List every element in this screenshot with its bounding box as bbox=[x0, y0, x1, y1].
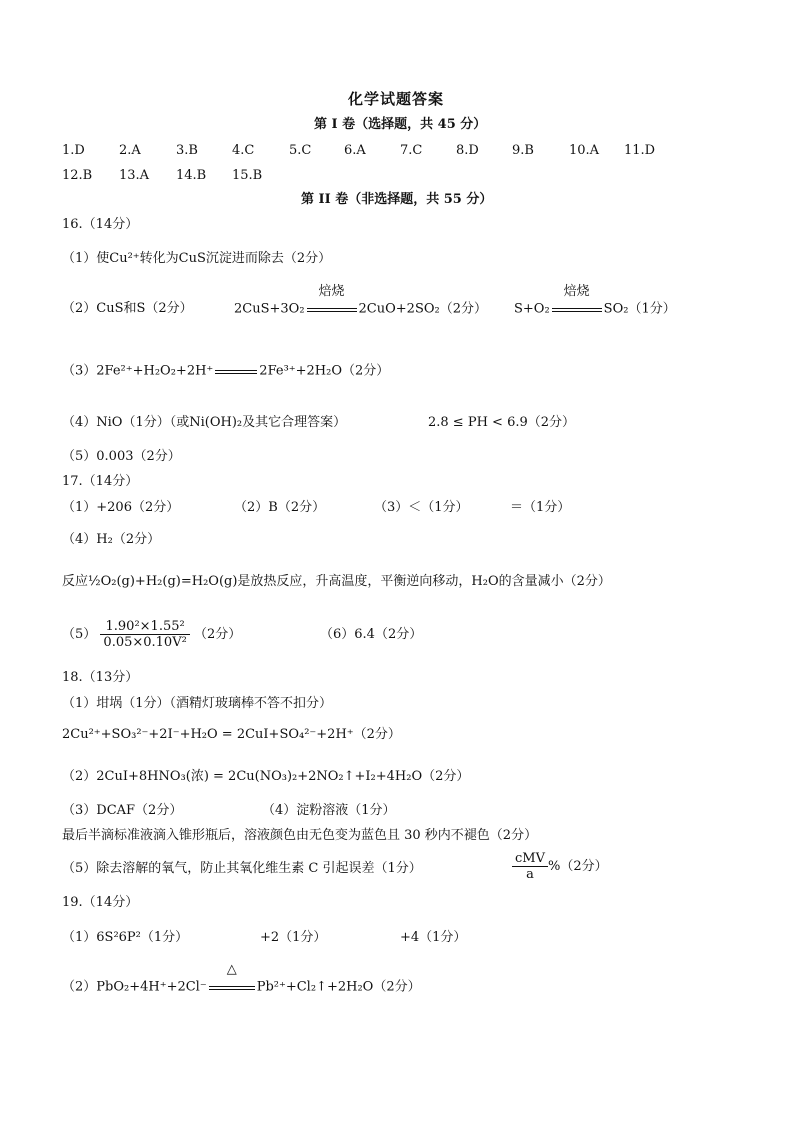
q18-endpoint: 最后半滴标准液滴入锥形瓶后，溶液颜色由无色变为蓝色且 30 秒内不褪色（2分） bbox=[62, 828, 538, 843]
q16-equation-2: S+O₂ 焙烧 SO₂（1分） bbox=[514, 284, 676, 317]
q16-answer-4a: （4）NiO（1分）（或Ni(OH)₂及其它合理答案） bbox=[62, 415, 347, 430]
fraction: $\frac{\text{cMV}}{a}$ bbox=[512, 851, 548, 882]
q16-answer-5: （5）0.003（2分） bbox=[62, 449, 181, 464]
q18-answer-5: （5）除去溶解的氧气，防止其氧化维生素 C 引起误差（1分） bbox=[62, 861, 422, 876]
choice-answer: 8.D bbox=[456, 143, 479, 158]
q17-answer-3: （3）＜（1分） bbox=[374, 500, 469, 515]
reaction-arrow: 焙烧 bbox=[305, 301, 359, 317]
q17-answer-6: （6）6.4（2分） bbox=[320, 627, 423, 642]
part1-title: 第 I 卷（选择题，共 45 分） bbox=[314, 117, 487, 132]
choice-answer: 9.B bbox=[512, 143, 534, 158]
q17-reason: 反应½O₂(g)+H₂(g)=H₂O(g)是放热反应，升高温度，平衡逆向移动，H₂O的含量减小（2分） bbox=[62, 574, 611, 589]
q19-answer-1: （1）6S²6P²（1分） bbox=[62, 930, 189, 945]
reaction-arrow: △ bbox=[207, 979, 257, 995]
fraction: $\frac{\text{1.90²×1.55²}}{\text{0.05×0.10V²}}$ bbox=[100, 619, 189, 650]
q18-equation-1: 2Cu²⁺+SO₃²⁻+2I⁻+H₂O = 2CuI+SO₄²⁻+2H⁺（2分） bbox=[62, 727, 401, 742]
q17-answer-4: （4）H₂（2分） bbox=[62, 532, 161, 547]
q17-answer-2: （2）B（2分） bbox=[234, 500, 326, 515]
choice-answer: 14.B bbox=[176, 168, 207, 183]
q17-answer-5: （5） $\frac{\text{1.90²×1.55²}}{\text{0.05×0.10V²}}$ （2分） bbox=[62, 619, 242, 650]
part2-title: 第 II 卷（非选择题，共 55 分） bbox=[301, 192, 493, 207]
choice-answer: 3.B bbox=[176, 143, 198, 158]
q17-answer-1: （1）+206（2分） bbox=[62, 500, 180, 515]
choice-answer: 10.A bbox=[569, 143, 600, 158]
choice-answer: 5.C bbox=[289, 143, 312, 158]
choice-answer: 12.B bbox=[62, 168, 93, 183]
q18-header: 18.（13分） bbox=[62, 670, 139, 685]
choice-answer: 6.A bbox=[344, 143, 366, 158]
q16-answer-1: （1）使Cu²⁺转化为CuS沉淀进而除去（2分） bbox=[62, 251, 332, 266]
q19-header: 19.（14分） bbox=[62, 895, 139, 910]
q18-answer-3: （3）DCAF（2分） bbox=[62, 803, 183, 818]
q16-answer-2 bbox=[62, 301, 193, 317]
q18-answer-2: （2）2CuI+8HNO₃(浓) = 2Cu(NO₃)₂+2NO₂↑+I₂+4H₂O（2分） bbox=[62, 769, 470, 784]
q16-answer-4b: 2.8 ≤ PH < 6.9（2分） bbox=[428, 415, 576, 430]
q19-answer-2: （2）PbO₂+4H⁺+2Cl⁻ △ Pb²⁺+Cl₂↑+2H₂O（2分） bbox=[62, 962, 421, 995]
q19-answer-1b: +2（1分） bbox=[260, 930, 327, 945]
choice-answer: 15.B bbox=[232, 168, 263, 183]
q17-answer-3b: ＝（1分） bbox=[510, 500, 571, 515]
choice-answer: 11.D bbox=[624, 143, 656, 158]
q18-answer-1: （1）坩埚（1分）（酒精灯玻璃棒不答不扣分） bbox=[62, 696, 333, 711]
choice-answer: 13.A bbox=[119, 168, 150, 183]
q18-answer-5-formula: $\frac{\text{cMV}}{a}$ %（2分） bbox=[512, 851, 608, 882]
choice-answer: 7.C bbox=[400, 143, 423, 158]
reaction-arrow: 焙烧 bbox=[550, 301, 604, 317]
q18-answer-4: （4）淀粉溶液（1分） bbox=[262, 803, 396, 818]
q16-answer-3: （3）2Fe²⁺+H₂O₂+2H⁺ 2Fe³⁺+2H₂O（2分） bbox=[62, 363, 390, 379]
doc-title: 化学试题答案 bbox=[348, 90, 445, 108]
q19-answer-1c: +4（1分） bbox=[400, 930, 467, 945]
q16-header: 16.（14分） bbox=[62, 217, 139, 232]
choice-answer: 4.C bbox=[232, 143, 255, 158]
q17-header: 17.（14分） bbox=[62, 474, 139, 489]
equals-arrow bbox=[213, 363, 259, 379]
q16-equation-1: 2CuS+3O₂ 焙烧 2CuO+2SO₂（2分） bbox=[234, 284, 487, 317]
q16-answer-2-label: （2）CuS和S（2分） bbox=[62, 301, 193, 316]
choice-answer: 2.A bbox=[119, 143, 141, 158]
choice-answer: 1.D bbox=[62, 143, 85, 158]
